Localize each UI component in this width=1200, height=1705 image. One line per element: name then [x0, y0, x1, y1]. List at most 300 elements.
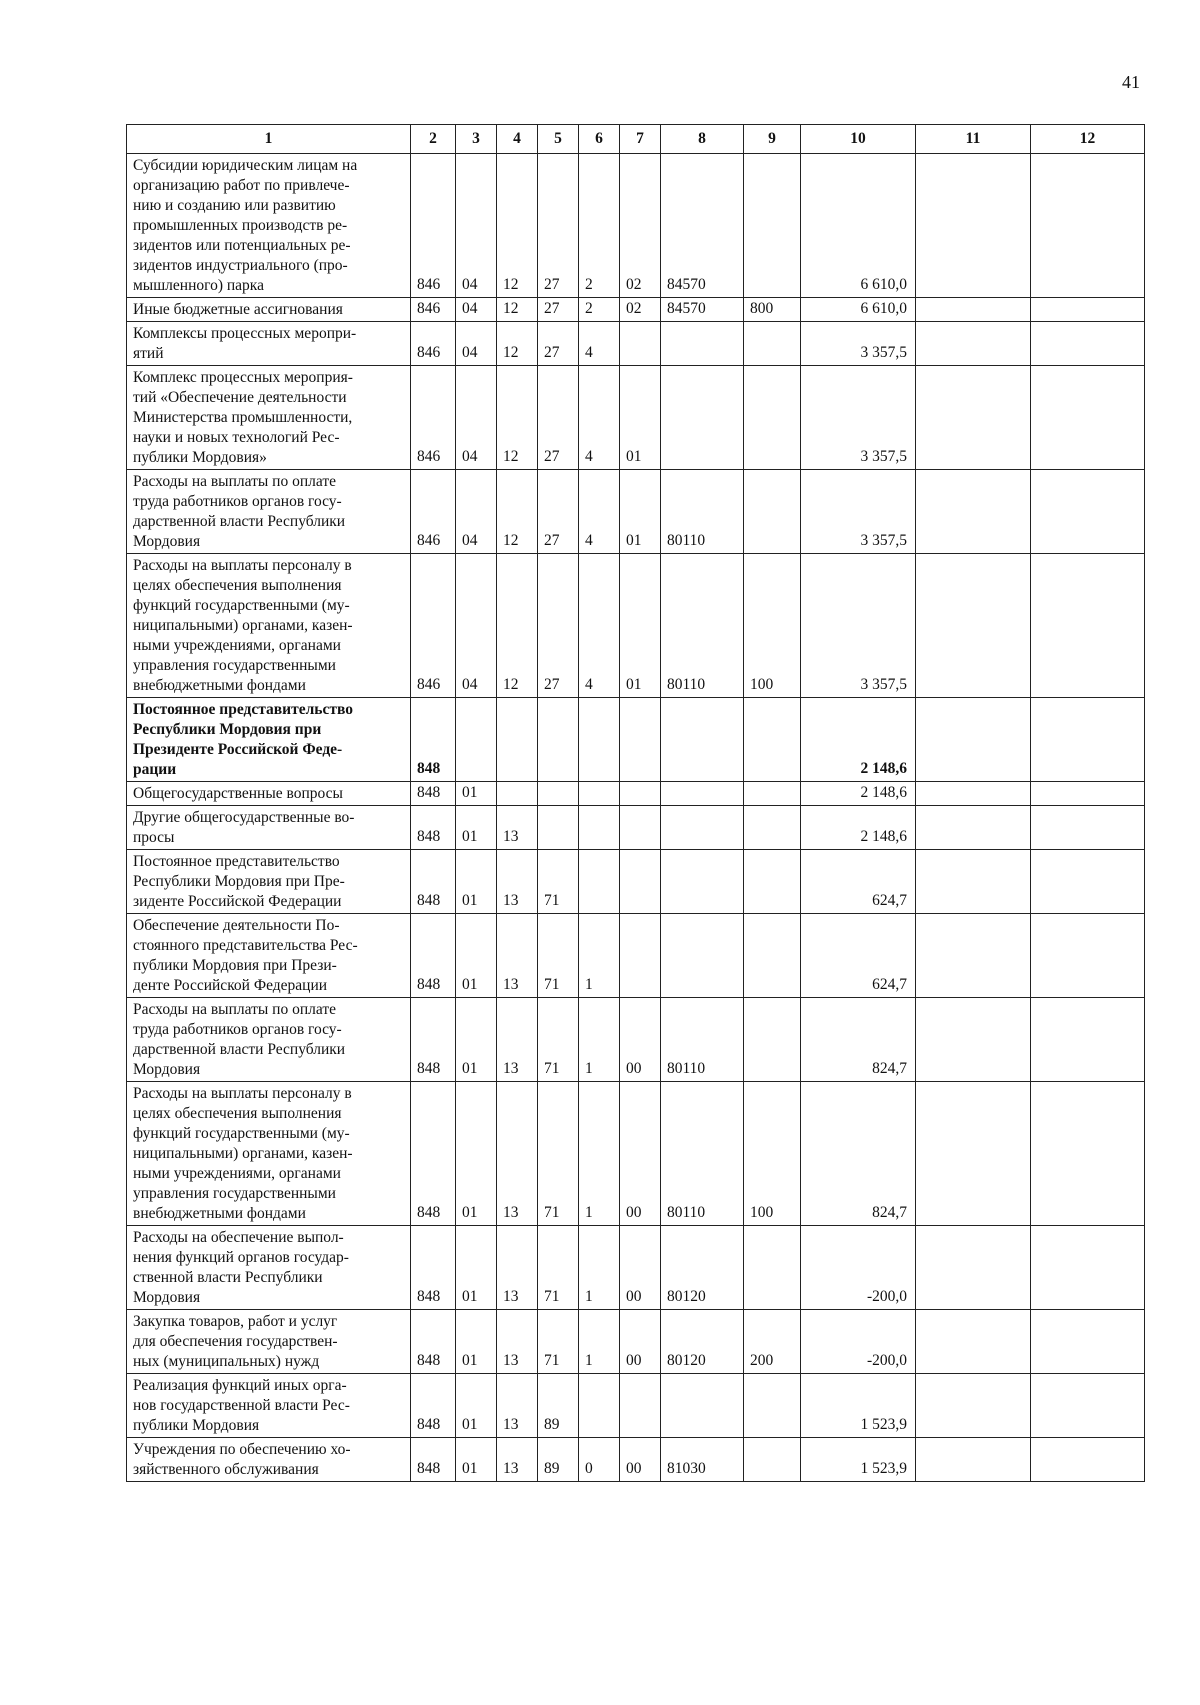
description-line: ных (муниципальных) нужд — [133, 1353, 320, 1370]
code-cell-c9 — [744, 154, 801, 298]
table-row — [127, 1438, 1145, 1482]
code-cell-c7: 02 — [620, 154, 661, 298]
table-row — [127, 298, 1145, 322]
code-cell-c9 — [744, 1374, 801, 1438]
description-line: управления государственными — [133, 1185, 336, 1202]
row-description — [127, 1374, 411, 1438]
table-row — [127, 1310, 1145, 1374]
empty-cell-c12 — [1031, 850, 1145, 914]
amount-cell: 824,7 — [801, 1082, 916, 1226]
code-cell-c6: 0 — [579, 1438, 620, 1482]
code-cell-c4: 13 — [497, 806, 538, 850]
code-cell-c2: 846 — [411, 298, 456, 322]
row-description — [127, 470, 411, 554]
page-number: 41 — [1122, 72, 1140, 92]
code-cell-c4: 12 — [497, 366, 538, 470]
amount-cell: 6 610,0 — [801, 154, 916, 298]
description-line: дарственной власти Республики — [133, 513, 346, 530]
code-cell-c3: 01 — [456, 850, 497, 914]
amount-cell: 1 523,9 — [801, 1438, 916, 1482]
table-row — [127, 1226, 1145, 1310]
description-line: промышленных производств ре- — [133, 217, 348, 234]
code-cell-c5: 71 — [538, 998, 579, 1082]
row-description — [127, 1438, 411, 1482]
empty-cell-c11 — [916, 806, 1031, 850]
code-cell-c9: 100 — [744, 554, 801, 698]
code-cell-c7: 01 — [620, 470, 661, 554]
description-line: Другие общегосударственные во- — [133, 809, 355, 826]
code-cell-c8 — [661, 698, 744, 782]
amount-cell: 6 610,0 — [801, 298, 916, 322]
code-cell-c4: 13 — [497, 914, 538, 998]
description-line: для обеспечения государствен- — [133, 1333, 338, 1350]
amount-cell: -200,0 — [801, 1310, 916, 1374]
code-cell-c8 — [661, 850, 744, 914]
empty-cell-c12 — [1031, 322, 1145, 366]
description-line: Президенте Российской Феде- — [133, 741, 343, 758]
empty-cell-c12 — [1031, 1310, 1145, 1374]
code-cell-c3: 04 — [456, 298, 497, 322]
column-header: 1 — [127, 125, 411, 154]
empty-cell-c12 — [1031, 554, 1145, 698]
code-cell-c6 — [579, 850, 620, 914]
empty-cell-c12 — [1031, 698, 1145, 782]
code-cell-c9: 800 — [744, 298, 801, 322]
description-line: труда работников органов госу- — [133, 1021, 342, 1038]
code-cell-c3: 04 — [456, 554, 497, 698]
code-cell-c7: 02 — [620, 298, 661, 322]
empty-cell-c11 — [916, 1226, 1031, 1310]
empty-cell-c11 — [916, 470, 1031, 554]
description-line: нения функций органов государ- — [133, 1249, 349, 1266]
code-cell-c9 — [744, 1438, 801, 1482]
code-cell-c5 — [538, 806, 579, 850]
code-cell-c2: 848 — [411, 1438, 456, 1482]
column-header: 8 — [661, 125, 744, 154]
table-row — [127, 554, 1145, 698]
code-cell-c7 — [620, 698, 661, 782]
code-cell-c3: 01 — [456, 1374, 497, 1438]
code-cell-c5: 27 — [538, 366, 579, 470]
code-cell-c4: 13 — [497, 1310, 538, 1374]
code-cell-c5 — [538, 698, 579, 782]
amount-cell: 2 148,6 — [801, 806, 916, 850]
code-cell-c6: 1 — [579, 1310, 620, 1374]
description-line: нов государственной власти Рес- — [133, 1397, 350, 1414]
code-cell-c5: 71 — [538, 1082, 579, 1226]
empty-cell-c12 — [1031, 1374, 1145, 1438]
code-cell-c7: 00 — [620, 1310, 661, 1374]
code-cell-c8 — [661, 914, 744, 998]
code-cell-c6: 1 — [579, 914, 620, 998]
row-description — [127, 914, 411, 998]
code-cell-c2: 846 — [411, 554, 456, 698]
description-line: Комплекс процессных мероприя- — [133, 369, 353, 386]
description-line: функций государственными (му- — [133, 1125, 350, 1142]
table-row — [127, 366, 1145, 470]
row-description — [127, 806, 411, 850]
code-cell-c7 — [620, 782, 661, 806]
description-line: публики Мордовия» — [133, 449, 267, 466]
code-cell-c6: 4 — [579, 322, 620, 366]
column-header: 4 — [497, 125, 538, 154]
code-cell-c6: 4 — [579, 554, 620, 698]
code-cell-c2: 848 — [411, 914, 456, 998]
code-cell-c4: 13 — [497, 850, 538, 914]
code-cell-c3: 01 — [456, 806, 497, 850]
code-cell-c3: 04 — [456, 366, 497, 470]
empty-cell-c11 — [916, 850, 1031, 914]
code-cell-c8: 80120 — [661, 1310, 744, 1374]
column-header: 11 — [916, 125, 1031, 154]
code-cell-c2: 848 — [411, 1310, 456, 1374]
code-cell-c8 — [661, 322, 744, 366]
description-line: зидентов или потенциальных ре- — [133, 237, 351, 254]
code-cell-c5: 27 — [538, 554, 579, 698]
code-cell-c5 — [538, 782, 579, 806]
description-line: Республики Мордовия при — [133, 721, 322, 738]
code-cell-c9 — [744, 366, 801, 470]
empty-cell-c11 — [916, 554, 1031, 698]
code-cell-c6: 1 — [579, 998, 620, 1082]
empty-cell-c11 — [916, 782, 1031, 806]
code-cell-c9 — [744, 470, 801, 554]
column-header: 3 — [456, 125, 497, 154]
amount-cell: 3 357,5 — [801, 470, 916, 554]
description-line: Министерства промышленности, — [133, 409, 353, 426]
amount-cell: 3 357,5 — [801, 366, 916, 470]
code-cell-c4: 13 — [497, 1438, 538, 1482]
code-cell-c2: 848 — [411, 1226, 456, 1310]
code-cell-c6 — [579, 806, 620, 850]
empty-cell-c12 — [1031, 470, 1145, 554]
description-line: внебюджетными фондами — [133, 1205, 306, 1222]
amount-cell: 624,7 — [801, 914, 916, 998]
code-cell-c8: 81030 — [661, 1438, 744, 1482]
code-cell-c9 — [744, 850, 801, 914]
empty-cell-c12 — [1031, 1082, 1145, 1226]
code-cell-c9: 200 — [744, 1310, 801, 1374]
table-row — [127, 850, 1145, 914]
row-description — [127, 782, 411, 806]
row-description — [127, 554, 411, 698]
row-description — [127, 698, 411, 782]
code-cell-c6: 4 — [579, 366, 620, 470]
description-line: зиденте Российской Федерации — [133, 893, 342, 910]
table-header-row — [127, 125, 1145, 154]
code-cell-c9 — [744, 914, 801, 998]
description-line: управления государственными — [133, 657, 336, 674]
code-cell-c7: 00 — [620, 1438, 661, 1482]
description-line: мышленного) парка — [133, 277, 264, 294]
code-cell-c8 — [661, 782, 744, 806]
empty-cell-c11 — [916, 998, 1031, 1082]
code-cell-c7: 01 — [620, 554, 661, 698]
code-cell-c4: 13 — [497, 998, 538, 1082]
description-line: ными учреждениями, органами — [133, 637, 341, 654]
empty-cell-c12 — [1031, 914, 1145, 998]
empty-cell-c12 — [1031, 154, 1145, 298]
description-line: Мордовия — [133, 1061, 201, 1078]
amount-cell: 2 148,6 — [801, 782, 916, 806]
code-cell-c6: 2 — [579, 298, 620, 322]
empty-cell-c11 — [916, 914, 1031, 998]
row-description — [127, 366, 411, 470]
code-cell-c2: 848 — [411, 698, 456, 782]
code-cell-c6: 1 — [579, 1082, 620, 1226]
code-cell-c8: 80110 — [661, 998, 744, 1082]
code-cell-c7: 00 — [620, 1082, 661, 1226]
code-cell-c7 — [620, 1374, 661, 1438]
table-row — [127, 1082, 1145, 1226]
code-cell-c3: 01 — [456, 914, 497, 998]
code-cell-c2: 848 — [411, 850, 456, 914]
column-header: 6 — [579, 125, 620, 154]
empty-cell-c12 — [1031, 366, 1145, 470]
row-description — [127, 322, 411, 366]
code-cell-c9 — [744, 806, 801, 850]
amount-cell: -200,0 — [801, 1226, 916, 1310]
code-cell-c2: 846 — [411, 470, 456, 554]
empty-cell-c11 — [916, 698, 1031, 782]
amount-cell: 3 357,5 — [801, 554, 916, 698]
empty-cell-c11 — [916, 1310, 1031, 1374]
code-cell-c3: 01 — [456, 998, 497, 1082]
code-cell-c6 — [579, 782, 620, 806]
empty-cell-c12 — [1031, 298, 1145, 322]
code-cell-c3: 01 — [456, 1226, 497, 1310]
empty-cell-c12 — [1031, 782, 1145, 806]
description-line: ятий — [133, 345, 164, 362]
empty-cell-c11 — [916, 366, 1031, 470]
description-line: функций государственными (му- — [133, 597, 350, 614]
code-cell-c6: 2 — [579, 154, 620, 298]
code-cell-c3: 04 — [456, 322, 497, 366]
table-row — [127, 998, 1145, 1082]
code-cell-c4: 13 — [497, 1226, 538, 1310]
row-description — [127, 1226, 411, 1310]
empty-cell-c11 — [916, 1082, 1031, 1226]
column-header: 12 — [1031, 125, 1145, 154]
code-cell-c5: 71 — [538, 1310, 579, 1374]
description-line: науки и новых технологий Рес- — [133, 429, 340, 446]
description-line: нию и созданию или развитию — [133, 197, 336, 214]
code-cell-c9 — [744, 698, 801, 782]
amount-cell: 2 148,6 — [801, 698, 916, 782]
amount-cell: 824,7 — [801, 998, 916, 1082]
amount-cell: 1 523,9 — [801, 1374, 916, 1438]
description-line: Закупка товаров, работ и услуг — [133, 1313, 338, 1330]
code-cell-c4: 12 — [497, 470, 538, 554]
code-cell-c9 — [744, 998, 801, 1082]
code-cell-c9 — [744, 782, 801, 806]
description-line: публики Мордовия — [133, 1417, 260, 1434]
code-cell-c5: 71 — [538, 1226, 579, 1310]
empty-cell-c12 — [1031, 1438, 1145, 1482]
code-cell-c7: 00 — [620, 998, 661, 1082]
code-cell-c2: 848 — [411, 1374, 456, 1438]
description-line: Расходы на выплаты по оплате — [133, 1001, 336, 1018]
amount-cell: 3 357,5 — [801, 322, 916, 366]
code-cell-c6: 4 — [579, 470, 620, 554]
description-line: Мордовия — [133, 533, 201, 550]
code-cell-c5: 27 — [538, 298, 579, 322]
code-cell-c4: 13 — [497, 1082, 538, 1226]
description-line: Мордовия — [133, 1289, 201, 1306]
code-cell-c6: 1 — [579, 1226, 620, 1310]
empty-cell-c11 — [916, 1374, 1031, 1438]
description-line: зяйственного обслуживания — [133, 1461, 319, 1478]
code-cell-c6 — [579, 698, 620, 782]
description-line: Расходы на обеспечение выпол- — [133, 1229, 344, 1246]
row-description — [127, 154, 411, 298]
column-header: 10 — [801, 125, 916, 154]
description-line: Иные бюджетные ассигнования — [133, 301, 343, 318]
description-line: ными учреждениями, органами — [133, 1165, 341, 1182]
description-line: труда работников органов госу- — [133, 493, 342, 510]
code-cell-c8 — [661, 806, 744, 850]
description-line: Расходы на выплаты персоналу в — [133, 1085, 352, 1102]
code-cell-c8: 84570 — [661, 298, 744, 322]
code-cell-c4: 12 — [497, 554, 538, 698]
code-cell-c4: 12 — [497, 298, 538, 322]
description-line: денте Российской Федерации — [133, 977, 328, 994]
code-cell-c2: 848 — [411, 998, 456, 1082]
table-body — [127, 154, 1145, 1482]
description-line: Постоянное представительство — [133, 701, 353, 718]
description-line: публики Мордовия при Прези- — [133, 957, 337, 974]
code-cell-c2: 846 — [411, 322, 456, 366]
code-cell-c4 — [497, 698, 538, 782]
code-cell-c3: 01 — [456, 782, 497, 806]
table-row — [127, 806, 1145, 850]
table-row — [127, 1374, 1145, 1438]
code-cell-c6 — [579, 1374, 620, 1438]
description-line: Республики Мордовия при Пре- — [133, 873, 345, 890]
description-line: просы — [133, 829, 175, 846]
code-cell-c3: 01 — [456, 1310, 497, 1374]
code-cell-c8: 80110 — [661, 554, 744, 698]
code-cell-c7 — [620, 850, 661, 914]
column-header: 5 — [538, 125, 579, 154]
code-cell-c3: 01 — [456, 1438, 497, 1482]
description-line: Общегосударственные вопросы — [133, 785, 343, 802]
row-description — [127, 850, 411, 914]
code-cell-c5: 71 — [538, 914, 579, 998]
row-description — [127, 998, 411, 1082]
description-line: зидентов индустриального (про- — [133, 257, 348, 274]
description-line: Комплексы процессных меропри- — [133, 325, 357, 342]
description-line: организацию работ по привлече- — [133, 177, 350, 194]
description-line: Субсидии юридическим лицам на — [133, 157, 358, 174]
table-row — [127, 914, 1145, 998]
description-line: внебюджетными фондами — [133, 677, 306, 694]
code-cell-c7: 01 — [620, 366, 661, 470]
code-cell-c2: 848 — [411, 1082, 456, 1226]
code-cell-c7 — [620, 322, 661, 366]
table-row — [127, 698, 1145, 782]
code-cell-c8 — [661, 366, 744, 470]
code-cell-c2: 848 — [411, 782, 456, 806]
amount-cell: 624,7 — [801, 850, 916, 914]
empty-cell-c12 — [1031, 998, 1145, 1082]
description-line: целях обеспечения выполнения — [133, 577, 342, 594]
code-cell-c9 — [744, 1226, 801, 1310]
code-cell-c4 — [497, 782, 538, 806]
table-row — [127, 470, 1145, 554]
code-cell-c8: 84570 — [661, 154, 744, 298]
empty-cell-c11 — [916, 298, 1031, 322]
code-cell-c4: 13 — [497, 1374, 538, 1438]
description-line: Обеспечение деятельности По- — [133, 917, 340, 934]
empty-cell-c12 — [1031, 806, 1145, 850]
code-cell-c2: 846 — [411, 154, 456, 298]
description-line: Учреждения по обеспечению хо- — [133, 1441, 351, 1458]
empty-cell-c11 — [916, 322, 1031, 366]
description-line: целях обеспечения выполнения — [133, 1105, 342, 1122]
code-cell-c9: 100 — [744, 1082, 801, 1226]
description-line: тий «Обеспечение деятельности — [133, 389, 347, 406]
code-cell-c5: 27 — [538, 470, 579, 554]
code-cell-c3 — [456, 698, 497, 782]
budget-table — [126, 124, 1145, 1482]
code-cell-c7 — [620, 806, 661, 850]
code-cell-c2: 848 — [411, 806, 456, 850]
row-description — [127, 1310, 411, 1374]
description-line: дарственной власти Республики — [133, 1041, 346, 1058]
row-description — [127, 298, 411, 322]
code-cell-c5: 89 — [538, 1438, 579, 1482]
code-cell-c8 — [661, 1374, 744, 1438]
code-cell-c9 — [744, 322, 801, 366]
row-description — [127, 1082, 411, 1226]
code-cell-c5: 89 — [538, 1374, 579, 1438]
code-cell-c4: 12 — [497, 154, 538, 298]
description-line: Расходы на выплаты по оплате — [133, 473, 336, 490]
code-cell-c8: 80120 — [661, 1226, 744, 1310]
empty-cell-c11 — [916, 154, 1031, 298]
description-line: ственной власти Республики — [133, 1269, 323, 1286]
code-cell-c3: 04 — [456, 154, 497, 298]
code-cell-c7 — [620, 914, 661, 998]
description-line: рации — [133, 761, 177, 778]
column-header: 2 — [411, 125, 456, 154]
description-line: стоянного представительства Рес- — [133, 937, 358, 954]
code-cell-c5: 27 — [538, 322, 579, 366]
table-row — [127, 154, 1145, 298]
code-cell-c4: 12 — [497, 322, 538, 366]
description-line: Расходы на выплаты персоналу в — [133, 557, 352, 574]
table-row — [127, 782, 1145, 806]
description-line: Постоянное представительство — [133, 853, 340, 870]
code-cell-c5: 27 — [538, 154, 579, 298]
table-row — [127, 322, 1145, 366]
description-line: ниципальными) органами, казен- — [133, 1145, 353, 1162]
column-header: 7 — [620, 125, 661, 154]
code-cell-c7: 00 — [620, 1226, 661, 1310]
empty-cell-c12 — [1031, 1226, 1145, 1310]
code-cell-c3: 04 — [456, 470, 497, 554]
description-line: ниципальными) органами, казен- — [133, 617, 353, 634]
code-cell-c8: 80110 — [661, 470, 744, 554]
code-cell-c2: 846 — [411, 366, 456, 470]
empty-cell-c11 — [916, 1438, 1031, 1482]
column-header: 9 — [744, 125, 801, 154]
code-cell-c3: 01 — [456, 1082, 497, 1226]
description-line: Реализация функций иных орга- — [133, 1377, 347, 1394]
code-cell-c5: 71 — [538, 850, 579, 914]
code-cell-c8: 80110 — [661, 1082, 744, 1226]
